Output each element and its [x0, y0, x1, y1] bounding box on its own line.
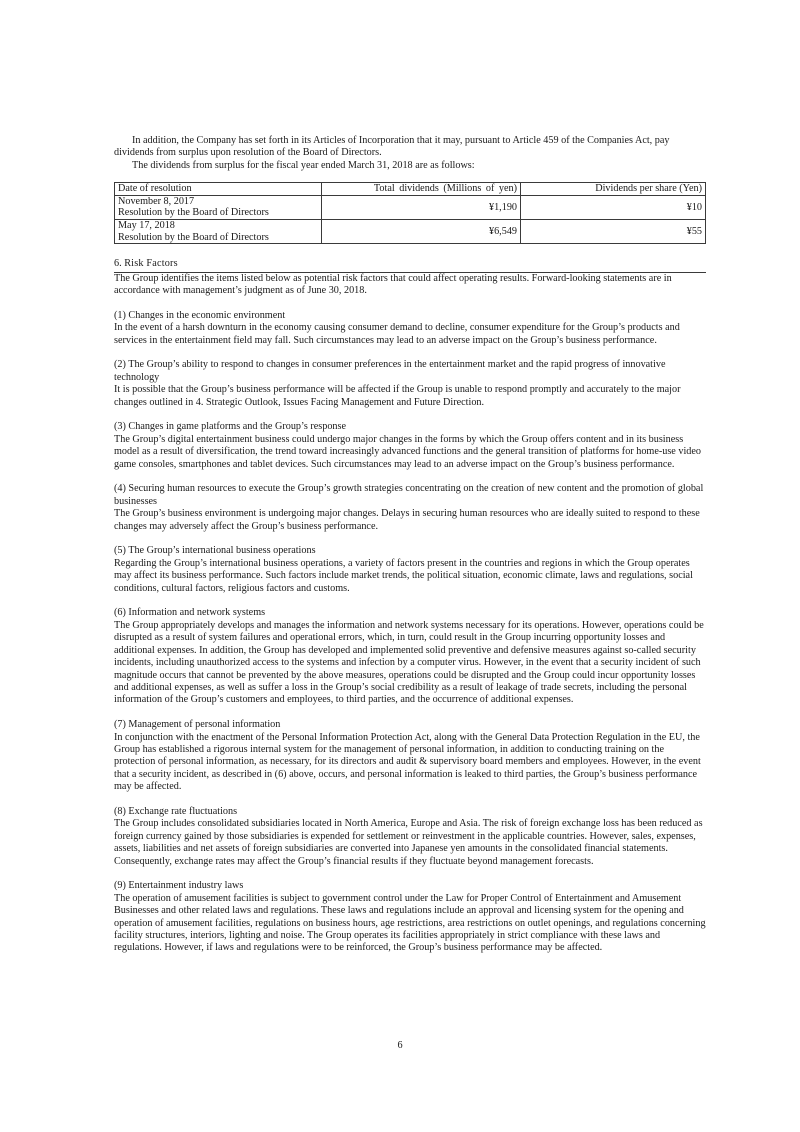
risk-heading: (5) The Group’s international business operations	[114, 545, 316, 557]
risk-heading: (4) Securing human resources to execute the Group’s growth strategies concentrating on the creation of new content and the promotion of global businesses	[114, 483, 704, 507]
risk-body: The Group appropriately develops and manages the information and network systems necessary for its operations. However, operations could be disrupted as a result of system failures and operational errors, which, in turn, could result in the Group incurring opportunity losses and additional expenses. In addition, the Group has developed and implemented solid preventive and defensive measures against so-called security incidents, including unauthorized access to the systems and infection by a computer virus. However, in the event that a security incident of such magnitude occurs that cannot be prevented by the above measures, operations could be disrupted and the Group could incur opportunity losses and additional expenses, as well as suffer a loss in the Group’s social credibility as a result of leakage of trade secrets, including the personal information of the Group’s customers and employees, to third parties, and the occurrence of additional expenses.	[114, 619, 704, 706]
resolution-date: November 8, 2017	[118, 195, 195, 207]
risk-heading: (8) Exchange rate fluctuations	[114, 805, 238, 817]
risk-body: In the event of a harsh downturn in the economy causing consumer demand to decline, consumer expenditure for the Group’s products and services in the entertainment field may fall. Such circumstances may lead to an adverse impact on the Group’s business performance.	[114, 322, 680, 346]
document-page	[114, 135, 706, 955]
table-cell-per-share: ¥10	[521, 195, 706, 219]
table-cell-total: ¥6,549	[322, 220, 521, 244]
table-cell-total: ¥1,190	[322, 195, 521, 219]
table-header-row	[115, 183, 706, 196]
risk-body: The operation of amusement facilities is subject to government control under the Law for Proper Control of Entertainment and Amusement Businesses and other related laws and regulations. These laws and regulations include an approval and licensing system for the opening and operation of amusement facilities, regulations on business hours, age restrictions, area restrictions on outlet openings, and regulations concerning facility structures, interiors, lighting and noise. The Group operates its facilities appropriately in strict compliance with these laws and regulations. However, if laws and regulations were to be reinforced, the Group’s business performance may be affected.	[114, 892, 706, 954]
page-number: 6	[397, 1040, 403, 1051]
risk-body: It is possible that the Group’s business performance will be affected if the Group is unable to respond promptly and accurately to the major changes outlined in 4. Strategic Outlook, Issues Facing Management and Future Direction.	[114, 384, 681, 408]
section-number: 6.	[114, 258, 122, 270]
table-header-cell: Total dividends (Millions of yen)	[322, 183, 521, 196]
risk-body: The Group’s digital entertainment business could undergo major changes in the forms by which the Group offers content and in its business model as a result of diversification, the trend toward increasingly advanced functions and the general transition of platforms for home-use video game consoles, smartphones and tablet devices. Such circumstances may lead to an adverse impact on the Group’s business performance.	[114, 433, 702, 470]
risk-item	[114, 806, 706, 868]
risk-heading: (1) Changes in the economic environment	[114, 309, 286, 321]
risk-item	[114, 310, 706, 347]
risk-item	[114, 483, 706, 533]
section-title: Risk Factors	[124, 258, 178, 270]
table-header-cell: Dividends per share (Yen)	[521, 183, 706, 196]
risk-list	[114, 310, 706, 955]
risk-body: The Group includes consolidated subsidiaries located in North America, Europe and Asia. The risk of foreign exchange loss has been reduced as foreign currency gained by those subsidiaries is expended for settlement or reinvestment in the applicable countries. However, sales, expenses, assets, liabilities and net assets of foreign subsidiaries are converted into Japanese yen amounts in the consolidated financial statements. Consequently, exchange rates may affect the Group’s financial results if they fluctuate beyond management forecasts.	[114, 818, 703, 867]
risk-body: In conjunction with the enactment of the Personal Information Protection Act, along with the General Data Protection Regulation in the EU, the Group has established a rigorous internal system for the management of personal information, in addition to conducting training on the protection of personal information, as necessary, for its directors and audit & supervisory board members and employees. However, in the event that a security incident, as described in (6) above, occurs, and personal information is leaked to third parties, the Group’s business performance may be affected.	[114, 731, 701, 793]
risk-item	[114, 545, 706, 595]
risk-body: The Group’s business environment is undergoing major changes. Delays in securing human resources who are ideally suited to respond to these changes may adversely affect the Group’s business performance.	[114, 508, 700, 532]
risk-item	[114, 359, 706, 409]
risk-heading: (7) Management of personal information	[114, 719, 281, 731]
resolution-date: May 17, 2018	[118, 220, 175, 231]
risk-item	[114, 607, 706, 706]
table-header-cell: Date of resolution	[115, 183, 322, 196]
intro-paragraph: In addition, the Company has set forth in its Articles of Incorporation that it may, pursuant to Article 459 of the Companies Act, pay dividends from surplus upon resolution of the Board of Directors.	[114, 135, 670, 159]
dividend-table	[114, 182, 706, 244]
risk-item	[114, 421, 706, 471]
risk-body: Regarding the Group’s international business operations, a variety of factors present in the countries and regions in which the Group operates may affect its business performance. Such factors include market trends, the political situation, economic climate, laws and regulations, social conditions, cultural factors, religious factors and customs.	[114, 557, 693, 594]
resolution-type: Resolution by the Board of Directors	[118, 231, 269, 243]
table-row	[115, 220, 706, 244]
risk-heading: (3) Changes in game platforms and the Group’s response	[114, 421, 346, 433]
risk-heading: (9) Entertainment industry laws	[114, 880, 244, 892]
section-heading	[114, 258, 706, 272]
table-cell-date	[115, 195, 322, 219]
table-cell-per-share: ¥55	[521, 220, 706, 244]
risk-heading: (6) Information and network systems	[114, 607, 266, 619]
table-cell-date	[115, 220, 322, 244]
intro-paragraph: The dividends from surplus for the fiscal year ended March 31, 2018 are as follows:	[132, 159, 475, 171]
section-intro: The Group identifies the items listed below as potential risk factors that could affect operating results. Forward-looking statements are in accordance with management’s judgment as of June 30, 2018.	[114, 272, 672, 296]
risk-item	[114, 880, 706, 954]
resolution-type: Resolution by the Board of Directors	[118, 207, 269, 219]
risk-item	[114, 719, 706, 793]
risk-heading: (2) The Group’s ability to respond to changes in consumer preferences in the entertainment market and the rapid progress of innovative technology	[114, 359, 666, 383]
table-row	[115, 195, 706, 219]
